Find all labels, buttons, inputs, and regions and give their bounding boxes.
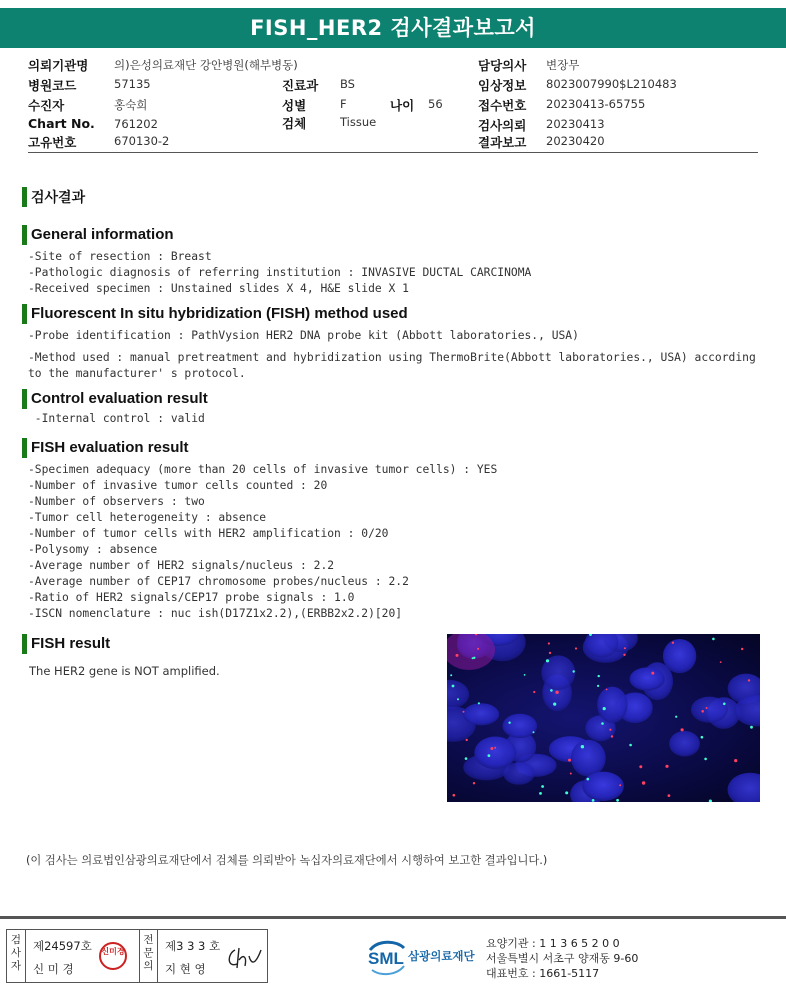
stain-blob [447, 634, 495, 670]
fish-eval-line: -Number of invasive tumor cells counted : 20 [28, 479, 328, 492]
her2-signal [490, 747, 493, 750]
control-line: -Internal control : valid [28, 412, 205, 425]
fish-eval-line: -Number of observers : two [28, 495, 205, 508]
fish-microscopy-image [447, 634, 760, 802]
receipt-label: 접수번호 [478, 98, 527, 113]
cep17-signal [488, 754, 491, 757]
cep17-signal [601, 722, 604, 725]
fish-eval-line: -Number of tumor cells with HER2 amplification : 0/20 [28, 527, 389, 540]
general-heading: General information [22, 225, 174, 245]
her2-signal [473, 782, 475, 784]
org-name: 삼광의료재단 [408, 949, 475, 963]
cep17-signal [524, 674, 526, 676]
her2-signal [606, 689, 608, 691]
cep17-signal [550, 689, 553, 692]
her2-signal [672, 642, 674, 644]
cep17-signal [508, 722, 510, 724]
chart-value: 761202 [114, 117, 158, 131]
doctor-label: 담당의사 [478, 58, 527, 73]
her2-signal [706, 707, 708, 709]
specimen-label: 검체 [282, 116, 307, 131]
inspector-col-char: 자 [10, 960, 22, 972]
specialist-name: 지 현 영 [165, 962, 206, 976]
receipt-value: 20230413-65755 [546, 97, 646, 111]
cep17-signal [704, 758, 707, 761]
cep17-signal [541, 785, 544, 788]
her2-signal [651, 672, 654, 675]
addr-line: 대표번호 : 1661-5117 [486, 967, 600, 980]
her2-signal [734, 759, 737, 762]
cep17-signal [592, 799, 595, 802]
fish-eval-line: -Average number of HER2 signals/nucleus : 2.2 [28, 559, 335, 572]
method-line: to the manufacturer' s protocol. [28, 367, 246, 380]
doctor-value: 변장무 [546, 58, 580, 72]
patient-value: 홍숙희 [114, 98, 148, 112]
result-date-value: 20230420 [546, 134, 605, 148]
method-line: -Probe identification : PathVysion HER2 DNA probe kit (Abbott laboratories., USA) [28, 329, 579, 342]
her2-signal [456, 654, 459, 657]
her2-signal [611, 735, 613, 737]
her2-signal [494, 747, 496, 749]
cep17-signal [478, 702, 480, 704]
nucleus [663, 639, 696, 673]
cep17-signal [546, 659, 549, 662]
her2-signal [748, 679, 750, 681]
cep17-signal [701, 736, 704, 739]
footer-divider [0, 916, 786, 919]
inspector-seal-icon: 신미경 [99, 942, 127, 970]
nucleus [597, 687, 627, 723]
report-title: FISH_HER2 검사결과보고서 [0, 8, 786, 48]
clinical-label: 임상정보 [478, 78, 527, 93]
her2-signal [568, 759, 571, 762]
specialist-number: 제3 3 3 호 [165, 939, 221, 953]
cep17-signal [452, 685, 455, 688]
age-value: 56 [428, 97, 443, 111]
her2-signal [741, 648, 743, 650]
sml-logo-text: SML [368, 949, 404, 968]
fish-result-heading: FISH result [22, 634, 110, 654]
her2-signal [549, 652, 551, 654]
cep17-signal [573, 670, 575, 672]
nucleus [447, 680, 469, 709]
nucleus [582, 772, 624, 801]
her2-signal [609, 729, 611, 731]
nucleus [669, 731, 700, 757]
inspector-col-char: 사 [10, 947, 22, 959]
age-label: 나이 [390, 98, 415, 113]
her2-signal [453, 794, 456, 797]
her2-signal [701, 710, 704, 713]
her2-signal [463, 711, 465, 713]
fish-eval-line: -Polysomy : absence [28, 543, 158, 556]
her2-signal [639, 765, 642, 768]
specialist-col-char: 전 [143, 934, 154, 946]
her2-signal [533, 691, 535, 693]
cep17-signal [465, 757, 468, 760]
fish-eval-line: -Specimen adequacy (more than 20 cells of invasive tumor cells) : YES [28, 463, 498, 476]
result-date-label: 결과보고 [478, 135, 527, 150]
cep17-signal [457, 698, 459, 700]
inspector-name: 신 미 경 [33, 962, 74, 976]
inspector-col-char: 검 [10, 934, 22, 946]
referral-note: (이 검사는 의료법인삼광의료재단에서 검체를 의뢰받아 녹십자의료재단에서 시행하여 보고한 결과입니다.) [26, 854, 548, 867]
fish-eval-line: -Average number of CEP17 chromosome probes/nucleus : 2.2 [28, 575, 409, 588]
hospital-code-value: 57135 [114, 77, 151, 91]
fish-eval-heading: FISH evaluation result [22, 438, 189, 458]
specialist-signature-icon [225, 944, 263, 972]
her2-signal [466, 739, 468, 741]
her2-signal [548, 642, 550, 644]
addr-line: 요양기관 : 1 1 3 6 5 2 0 0 [486, 937, 620, 950]
cep17-signal [533, 731, 535, 733]
cep17-signal [553, 703, 556, 706]
signature-box [6, 929, 268, 983]
her2-signal [681, 728, 684, 731]
fish-nuclei-svg [447, 634, 760, 802]
sex-label: 성별 [282, 98, 307, 113]
cep17-signal [587, 778, 590, 781]
cep17-signal [712, 638, 715, 641]
general-line: -Received specimen : Unstained slides X 4, H&E slide X 1 [28, 282, 409, 295]
unique-label: 고유번호 [28, 135, 77, 150]
method-heading: Fluorescent In situ hybridization (FISH) method used [22, 304, 408, 324]
fish-eval-line: -Ratio of HER2 signals/CEP17 probe signals : 1.0 [28, 591, 355, 604]
cep17-signal [723, 703, 726, 706]
cep17-signal [616, 799, 619, 802]
addr-line: 서울특별시 서초구 양재동 9-60 [486, 952, 639, 965]
cep17-signal [565, 791, 568, 794]
nucleus [571, 740, 606, 777]
cep17-signal [675, 716, 677, 718]
her2-signal [623, 654, 625, 656]
cep17-signal [603, 707, 606, 710]
request-label: 검사의뢰 [478, 118, 527, 133]
cep17-signal [472, 657, 474, 659]
her2-signal [642, 781, 645, 784]
nucleus [503, 762, 534, 785]
cep17-signal [581, 745, 584, 748]
general-line: -Site of resection : Breast [28, 250, 212, 263]
specialist-col-char: 의 [143, 960, 154, 972]
cep17-signal [750, 726, 753, 729]
cep17-signal [598, 675, 600, 677]
her2-signal [555, 691, 558, 694]
info-divider [28, 152, 758, 153]
her2-signal [477, 648, 479, 650]
chart-label: Chart No. [28, 116, 95, 131]
sex-value: F [340, 97, 347, 111]
result-heading: 검사결과 [22, 187, 85, 207]
cep17-signal [709, 800, 712, 803]
nucleus [728, 773, 761, 802]
patient-label: 수진자 [28, 98, 65, 113]
her2-signal [720, 661, 722, 663]
cep17-signal [539, 792, 542, 795]
specimen-value: Tissue [340, 115, 377, 129]
institution-value: 의)은성의료재단 강안병원(해부병동) [114, 58, 298, 72]
general-line: -Pathologic diagnosis of referring institution : INVASIVE DUCTAL CARCINOMA [28, 266, 532, 279]
dept-label: 진료과 [282, 78, 319, 93]
fish-eval-line: -Tumor cell heterogeneity : absence [28, 511, 267, 524]
cep17-signal [629, 744, 632, 747]
her2-signal [619, 784, 621, 786]
specialist-column [139, 930, 158, 982]
her2-signal [570, 773, 572, 775]
nucleus [630, 667, 665, 690]
inspector-column [7, 930, 26, 982]
clinical-value: 8023007990$L210483 [546, 77, 677, 91]
institution-label: 의뢰기관명 [28, 58, 89, 73]
fish-result-text: The HER2 gene is NOT amplified. [29, 664, 220, 678]
fish-eval-line: -ISCN nomenclature : nuc ish(D17Z1x2.2),(ERBB2x2.2)[20] [28, 607, 403, 620]
control-heading: Control evaluation result [22, 389, 208, 409]
dept-value: BS [340, 77, 355, 91]
nucleus [503, 714, 538, 738]
unique-value: 670130-2 [114, 134, 170, 148]
specialist-col-char: 문 [143, 947, 154, 959]
method-line: -Method used : manual pretreatment and hybridization using ThermoBrite(Abbott laboratories., USA) according [28, 351, 756, 364]
cep17-signal [450, 674, 452, 676]
nucleus [691, 697, 728, 723]
request-value: 20230413 [546, 117, 605, 131]
inspector-number: 제24597호 [33, 939, 92, 953]
her2-signal [668, 794, 671, 797]
cep17-signal [597, 685, 599, 687]
org-address [486, 936, 638, 981]
her2-signal [665, 765, 668, 768]
her2-signal [575, 647, 577, 649]
her2-signal [624, 647, 626, 649]
hospital-code-label: 병원코드 [28, 78, 77, 93]
nucleus [463, 703, 499, 725]
